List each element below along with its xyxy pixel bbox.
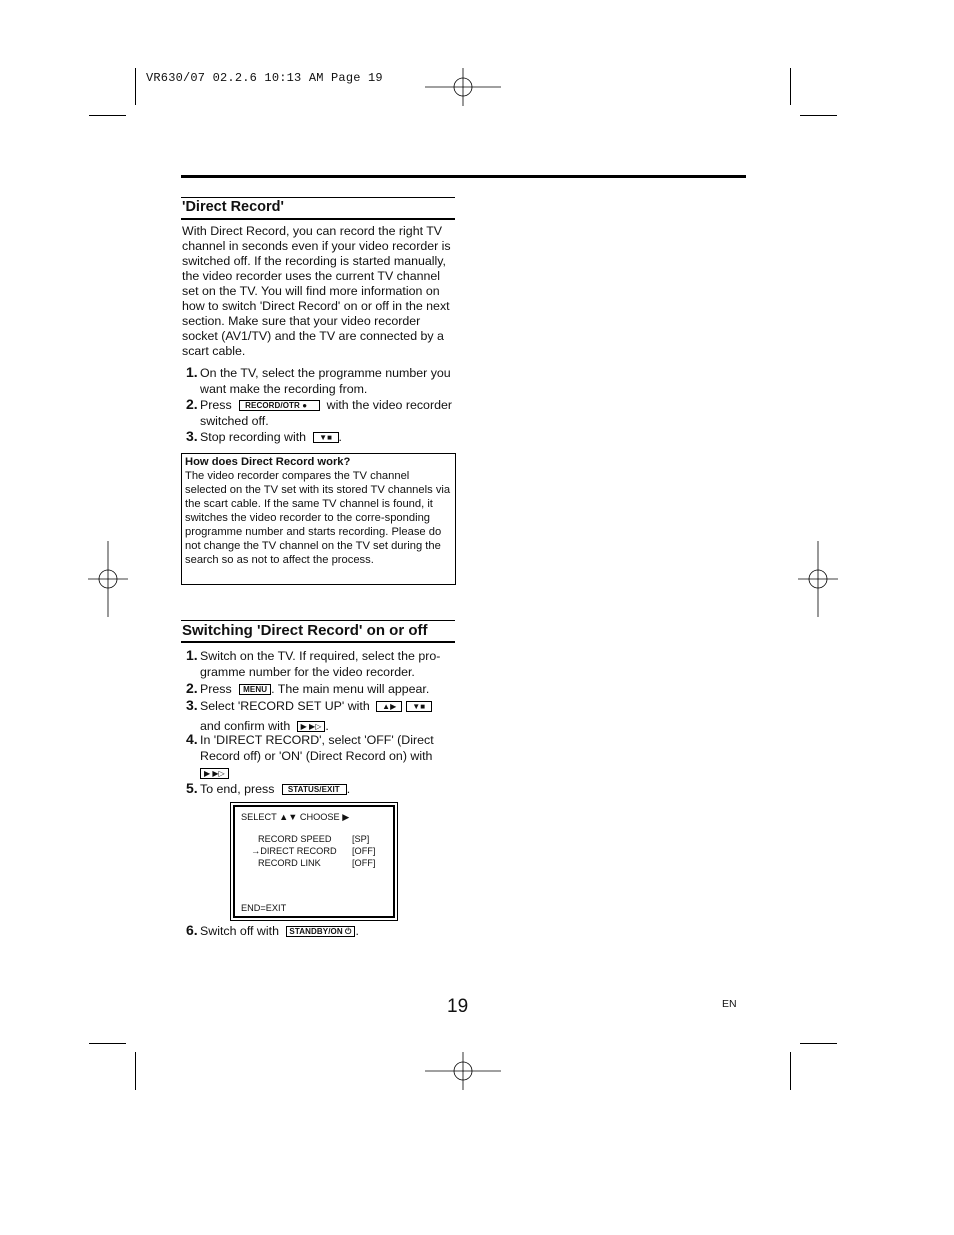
step-text: Press [200, 398, 232, 412]
step-3 [186, 429, 458, 445]
step-2 [186, 681, 458, 697]
step-text: . [346, 782, 351, 796]
up-key-icon: ▲▶ [376, 701, 402, 712]
standby-on-key-icon: STANDBY/ON ⏻ [286, 926, 355, 937]
step-1 [186, 365, 458, 397]
crop-mark [800, 115, 837, 116]
language-code: EN [722, 998, 737, 1010]
step-2 [186, 397, 458, 429]
step-number: 1. [186, 364, 198, 380]
print-slug: VR630/07 02.2.6 10:13 AM Page 19 [146, 71, 383, 85]
step-text: . The main menu will appear. [271, 682, 430, 696]
step-number: 3. [186, 428, 198, 444]
intro-paragraph [182, 224, 455, 359]
down-key-icon: ▼■ [406, 701, 432, 712]
crop-mark [800, 1043, 837, 1044]
step-text: . [325, 719, 329, 733]
step-text: On the TV, select the programme number you want make the recording from. [200, 366, 451, 396]
menu-key-icon: MENU [239, 684, 271, 695]
step-text: and confirm with [200, 719, 291, 733]
crop-mark [790, 68, 791, 105]
registration-mark-icon [88, 541, 128, 617]
osd-row-label-selected: →DIRECT RECORD [251, 846, 337, 856]
step-text: Press [200, 682, 232, 696]
info-box-body: The video recorder compares the TV channel selected on the TV set with its stored TV channels via the scart cable. If the same TV channel is found, it switches the video recorder to the corre-sponding programme number and starts recording. Please do not change the TV channel on the TV set during the search so as not to affect the process. [185, 470, 451, 566]
info-box-title: How does Direct Record work? [185, 456, 351, 468]
osd-screen-inner [233, 805, 395, 918]
step-number: 3. [186, 697, 198, 713]
osd-row-label: RECORD LINK [258, 858, 321, 868]
step-text: . [338, 430, 342, 444]
right-key-icon: ▶ ▶▷ [200, 768, 229, 779]
osd-row-label: RECORD SPEED [258, 834, 332, 844]
osd-screen [230, 802, 398, 921]
osd-footer: END=EXIT [241, 903, 287, 913]
crop-mark [89, 115, 126, 116]
top-rule [181, 175, 746, 178]
step-number: 1. [186, 647, 198, 663]
step-3 [186, 698, 458, 714]
section-title-switching: Switching 'Direct Record' on or off [181, 620, 455, 643]
step-number: 6. [186, 922, 198, 938]
step-text: Switch off with [200, 924, 279, 938]
record-otr-key-icon: RECORD/OTR ● [239, 400, 320, 411]
crop-mark [135, 68, 136, 105]
step-text: Switch on the TV. If required, select the pro-gramme number for the video recorder. [200, 649, 441, 679]
step-text: with the video recorder switched off. [200, 398, 452, 428]
osd-row-value: [OFF] [352, 846, 376, 856]
step-number: 5. [186, 780, 198, 796]
step-6 [186, 923, 458, 939]
step-number: 2. [186, 396, 198, 412]
step-text: Select 'RECORD SET UP' with [200, 699, 370, 713]
step-4-key [186, 765, 458, 781]
section-title-direct-record: 'Direct Record' [181, 197, 455, 220]
crop-mark [89, 1043, 126, 1044]
step-text: In 'DIRECT RECORD', select 'OFF' (Direct Record off) or 'ON' (Direct Record on) with [200, 733, 434, 763]
step-text: To end, press [200, 782, 275, 796]
page-number: 19 [447, 996, 469, 1017]
status-exit-key-icon: STATUS/EXIT [282, 784, 347, 795]
step-1 [186, 648, 458, 680]
registration-mark-icon [425, 68, 501, 106]
registration-mark-icon [425, 1052, 501, 1090]
info-box [181, 453, 456, 585]
osd-header: SELECT ▲▼ CHOOSE ▶ [241, 812, 350, 822]
registration-mark-icon [798, 541, 838, 617]
step-number: 4. [186, 731, 198, 747]
osd-row-value: [OFF] [352, 858, 376, 868]
step-text: . [355, 924, 359, 938]
step-5 [186, 781, 458, 797]
intro-text: With Direct Record, you can record the right TV channel in seconds even if your video recorder is switched off. If the recording is started manually, the video recorder uses the current TV channel set on the TV. You will find more information on how to switch 'Direct Record' on or off in the next section. Make sure that your video recorder socket (AV1/TV) and the TV are connected by a scart cable. [182, 224, 451, 358]
stop-key-icon: ▼■ [313, 432, 339, 443]
osd-row-value: [SP] [352, 834, 370, 844]
step-4 [186, 732, 458, 764]
step-text: Stop recording with [200, 430, 307, 444]
crop-mark [790, 1052, 791, 1090]
step-number: 2. [186, 680, 198, 696]
crop-mark [135, 1052, 136, 1090]
right-key-icon: ▶ ▶▷ [297, 721, 326, 732]
